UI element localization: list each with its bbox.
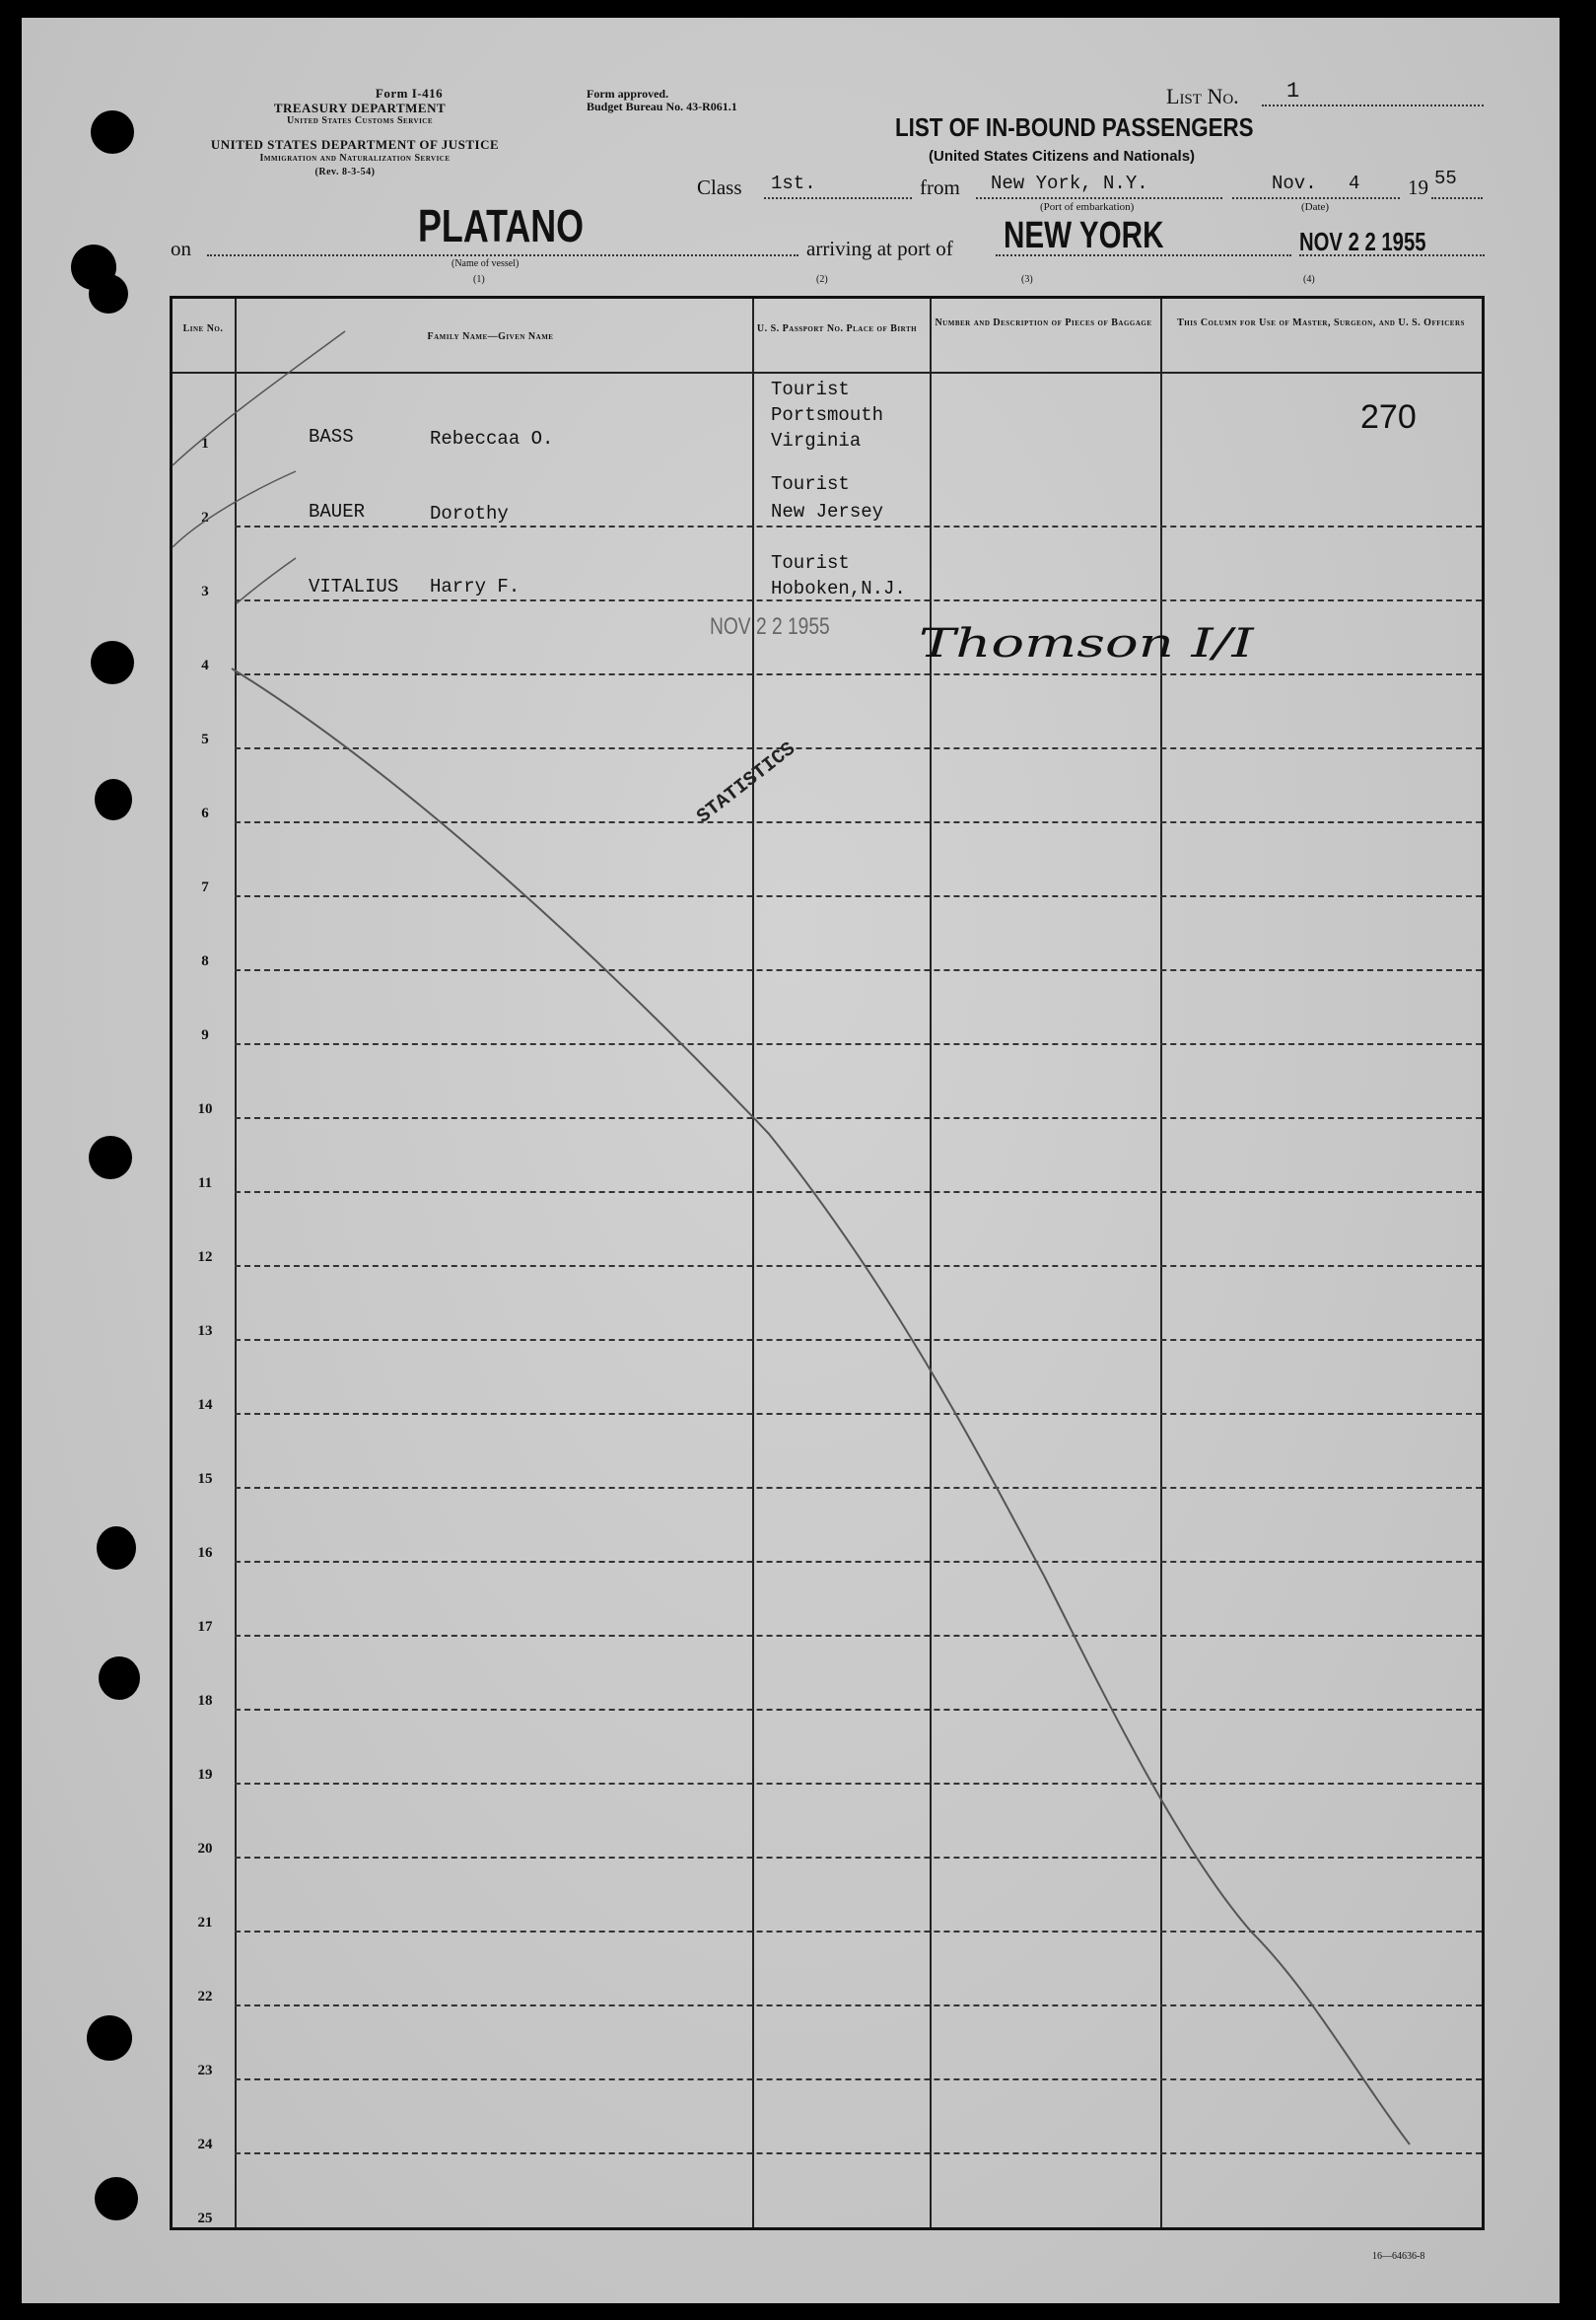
passport-type: Tourist: [771, 552, 850, 574]
line-number: 4: [201, 658, 209, 673]
column-header-passport: U. S. Passport No. Place of Birth: [756, 323, 918, 334]
line-number: 24: [197, 2137, 213, 2152]
class-value: 1st.: [771, 173, 816, 194]
column-header-baggage: Number and Description of Pieces of Baggage: [935, 317, 1152, 328]
strike-line: [173, 471, 296, 547]
vessel-caption: (Name of vessel): [451, 258, 520, 269]
line-number: 23: [197, 2063, 213, 2078]
caption-3: (3): [1021, 274, 1033, 285]
place-of-birth: New Jersey: [771, 501, 884, 523]
passenger-family-name: BAUER: [309, 501, 366, 523]
line-number: 22: [197, 1989, 213, 2004]
port-of-embarkation-caption: (Port of embarkation): [1040, 201, 1135, 213]
date-month: Nov.: [1272, 173, 1317, 194]
strike-line: [237, 558, 296, 603]
from-value: New York, N.Y.: [991, 173, 1148, 194]
line-number: 18: [197, 1693, 213, 1709]
print-code: 16—64636-8: [1372, 2251, 1425, 2262]
passenger-given-name: Dorothy: [430, 503, 509, 525]
passenger-family-name: BASS: [309, 426, 354, 448]
line-number: 20: [197, 1841, 213, 1857]
line-number: 10: [197, 1101, 213, 1117]
department-of-justice: UNITED STATES DEPARTMENT OF JUSTICE: [210, 137, 500, 152]
form-title: LIST OF IN-BOUND PASSENGERS: [895, 112, 1254, 142]
caption-2: (2): [816, 274, 828, 285]
date-year-prefix: 19: [1408, 176, 1428, 199]
vessel-name: PLATANO: [418, 200, 585, 251]
passenger-given-name: Harry F.: [430, 576, 520, 598]
list-no-value: 1: [1286, 79, 1300, 104]
line-number: 2: [201, 510, 209, 526]
line-number: 15: [197, 1471, 213, 1487]
on-label: on: [171, 237, 191, 260]
form-number: Form I-416: [375, 86, 444, 101]
date-stamp: NOV 2 2 1955: [710, 613, 830, 640]
line-number: 6: [201, 806, 209, 821]
line-number: 13: [197, 1323, 213, 1339]
from-label: from: [920, 176, 960, 199]
list-no-label: List No.: [1166, 84, 1239, 108]
line-number: 25: [197, 2211, 213, 2226]
class-label: Class: [697, 176, 742, 199]
arrival-port: NEW YORK: [1004, 215, 1164, 256]
arrival-date-stamp: NOV 2 2 1955: [1299, 227, 1426, 256]
strike-line: [232, 668, 1410, 2144]
line-number: 8: [201, 953, 209, 969]
strike-line: [173, 331, 345, 465]
caption-1: (1): [473, 274, 485, 285]
line-number: 19: [197, 1767, 213, 1783]
line-number: 21: [197, 1915, 213, 1931]
budget-bureau: Budget Bureau No. 43-R061.1: [587, 100, 737, 113]
date-year-suffix: 55: [1434, 168, 1457, 189]
arriving-label: arriving at port of: [806, 237, 953, 260]
place-of-birth: Portsmouth: [771, 404, 884, 426]
date-caption: (Date): [1301, 201, 1330, 213]
column-header-officers: This Column for Use of Master, Surgeon, and U. S. Officers: [1177, 317, 1465, 328]
handwritten-signature: Thomson I/I: [919, 621, 1254, 667]
place-of-birth: Virginia: [771, 430, 862, 452]
passenger-family-name: VITALIUS: [309, 576, 399, 598]
line-number: 9: [201, 1027, 209, 1043]
line-number: 17: [197, 1619, 213, 1635]
statistics-stamp: STATISTICS: [692, 738, 800, 829]
line-number: 7: [201, 879, 209, 895]
line-number: 1: [201, 436, 209, 452]
date-day: 4: [1349, 173, 1360, 194]
column-header-line-no: Line No.: [182, 323, 224, 334]
line-number: 16: [197, 1545, 213, 1561]
immigration-service: Immigration and Naturalization Service: [259, 153, 451, 164]
treasury-department: TREASURY DEPARTMENT: [273, 101, 447, 115]
passport-type: Tourist: [771, 473, 850, 495]
line-number: 3: [201, 584, 209, 599]
line-number: 11: [197, 1175, 213, 1191]
form-subtitle: (United States Citizens and Nationals): [929, 148, 1196, 165]
column-header-name: Family Name—Given Name: [427, 331, 554, 342]
line-number: 12: [197, 1249, 213, 1265]
revision-date: (Rev. 8-3-54): [314, 167, 376, 177]
passport-type: Tourist: [771, 379, 850, 400]
form-approved: Form approved.: [587, 87, 669, 101]
line-number: 14: [197, 1397, 213, 1413]
line-number: 5: [201, 732, 209, 747]
customs-service: United States Customs Service: [286, 115, 434, 126]
officer-note: 270: [1360, 398, 1417, 436]
passenger-given-name: Rebeccaa O.: [430, 428, 554, 450]
caption-4: (4): [1303, 274, 1315, 285]
place-of-birth: Hoboken,N.J.: [771, 578, 906, 599]
